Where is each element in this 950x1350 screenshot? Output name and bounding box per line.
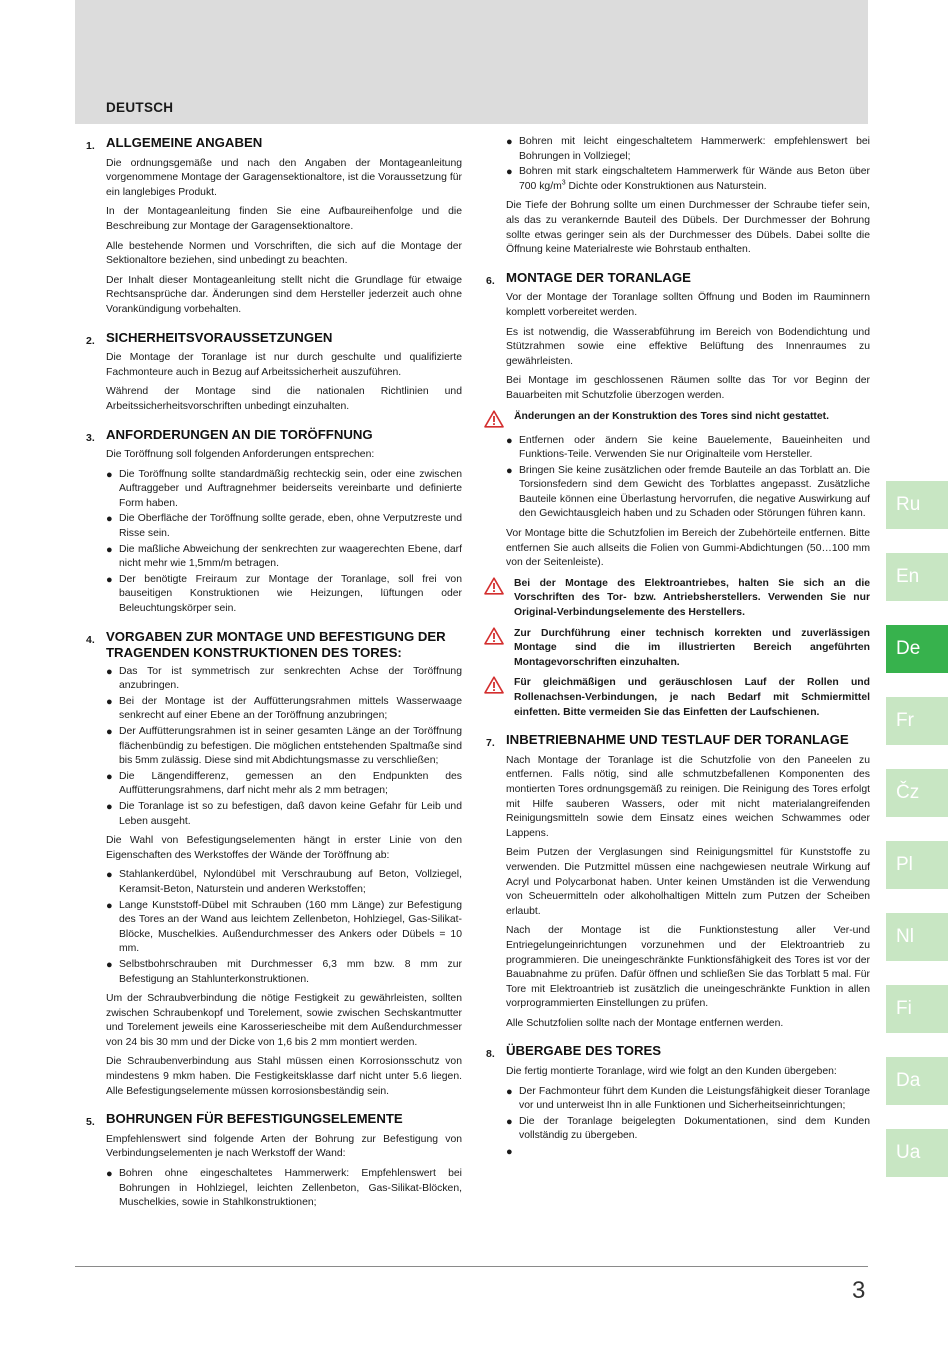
warning-note	[486, 676, 870, 720]
right-column	[486, 135, 870, 1172]
list-item: ● Bohren ohne eingeschaltetes Hammerwerk: Empfehlenswert bei Bohrungen in Hohlziegel, leichten Zellenbeton, Gas-Silikat-Blöcken, Muschelkies, sowie in Stahlkonstruktionen;	[106, 1168, 462, 1209]
bullet-list	[506, 135, 870, 194]
list-item: ● Bei der Montage ist der Auffütterungsrahmen mittels Wasserwaage senkrecht auf einer Ebene an der Toröffnung anzubringen;	[106, 695, 462, 722]
section-number: 5.	[86, 1116, 95, 1129]
paragraph: Während der Montage sind die nationalen Richtlinien und Arbeitssicherheitsvorschriften unbedingt einzuhalten.	[106, 386, 462, 412]
paragraph: Die ordnungsgemäße und nach den Angaben der Montageanleitung vorgenommene Montage der Garagensektionaltore, ist die Voraussetzung für ein langlebiges Produkt.	[106, 157, 462, 198]
section-number: 7.	[486, 737, 495, 750]
warning-text: Bei der Montage des Elektroantriebes, halten Sie sich an die Vorschriften des Tor- bzw. Antriebsherstellers. Verwenden Sie nur Original-Verbindungselemente des Herstellers.	[514, 577, 870, 619]
section-number: 6.	[486, 274, 495, 287]
paragraph: Die Toröffnung soll folgenden Anforderungen entsprechen:	[106, 449, 375, 461]
section-title: MONTAGE DER TORANLAGE	[506, 269, 691, 285]
list-item: ● Die der Toranlage beigelegten Dokumentationen, sind dem Kunden vollständig zu übergeben.	[506, 1115, 870, 1142]
tab-da[interactable]: Da	[886, 1057, 948, 1105]
paragraph: Beim Putzen der Verglasungen sind Reinigungsmittel für Kunststoffe zu verwenden. Die Putzmittel müssen eine nachgewiesen neutrale Wirkung auf Acryl und Polycarbonat haben. Unter keinen Umständen ist die Verwendung von Scheuermitteln oder alkoholhaltigen Mitteln zum Putzen der Scheiben erlaubt.	[506, 847, 870, 917]
language-tabs	[886, 481, 948, 1201]
bullet-icon: ●	[506, 1115, 513, 1128]
paragraph: Nach der Montage ist die Funktionstestung aller Ver-und Entriegelungeinrichtungen vorzunehmen und der Elektroantrieb zu programmieren. Die uneingeschränkte Funktionsfähigkeit des Tores ist vor der Bauabnahme zu prüfen. Dafür öffnen und schließen Sie das Torblatt 5 mal. Für Tore mit Elektroantrieb ist zusätzlich die uneingeschränkte Funktion in allen vorprogrammierten Einstellungen zu prüfen.	[506, 925, 870, 1010]
tab-ru[interactable]: Ru	[886, 481, 948, 529]
list-item: ● Die Toranlage ist so zu befestigen, daß davon keine Gefahr für Leib und Leben ausgeht.	[106, 800, 462, 827]
paragraph: Um der Schraubverbindung die nötige Festigkeit zu gewährleisten, sollten zwischen Schraubenkopf und Torelement, sowie zwischen Sechskantmutter und Torelement jeweils eine Karosseriescheibe mit dem Außendurchmesser von 24 bis 30 mm und der Dicke von 1,6 bis 2 mm montiert werden.	[106, 993, 462, 1048]
paragraph: Alle Schutzfolien sollte nach der Montage entfernen werden.	[506, 1017, 784, 1029]
paragraph: Bei Montage im geschlossenen Räumen sollte das Tor vor Beginn der Bauarbeiten mit Schutzfolie überzogen werden.	[506, 375, 870, 401]
section-number: 8.	[486, 1048, 495, 1061]
warning-note	[486, 627, 870, 671]
bullet-icon: ●	[506, 166, 513, 179]
paragraph: Empfehlenswert sind folgende Arten der Bohrung zur Befestigung von Verbindungselementen je nach Werkstoff der Wand:	[106, 1133, 462, 1160]
section-6	[486, 270, 870, 720]
bullet-list	[106, 468, 462, 617]
section-1	[86, 135, 462, 318]
paragraph: Nach Montage der Toranlage ist die Schutzfolie von den Paneelen zu entfernen. Falls nötig, sind alle schmutzbefallenen Komponenten des montierten Tores ordnungsgemäß zu reinigen. Die Reinigung des Tores erfolgt mit Hilfe sauberen Wassers, oder mit nicht materialangreifenden Reinigungsmitteln sowie dem Einsatz eines weichen Schwammes oder Lappens.	[506, 754, 870, 839]
paragraph: Der Inhalt dieser Montageanleitung stellt nicht die Grundlage für etwaige Rechtsansprüche dar. Änderungen sind dem Hersteller jederzeit auch ohne Vorankündigung vorbehalten.	[106, 274, 462, 315]
tab-fi[interactable]: Fi	[886, 985, 948, 1033]
bullet-icon: ●	[106, 958, 113, 971]
section-4	[86, 629, 462, 1100]
paragraph: Die fertig montierte Toranlage, wird wie folgt an den Kunden übergeben:	[506, 1066, 837, 1078]
section-title: ANFORDERUNGEN AN DIE TORÖFFNUNG	[106, 426, 373, 442]
page-number: 3	[852, 1277, 866, 1304]
section-7	[486, 732, 870, 1031]
bullet-icon: ●	[106, 695, 113, 708]
section-title: ALLGEMEINE ANGABEN	[106, 135, 263, 150]
section-5	[86, 1111, 462, 1211]
bullet-icon: ●	[106, 899, 113, 912]
paragraph: Vor der Montage der Toranlage sollten Öffnung und Boden im Rauminnern komplett vorbereitet werden.	[506, 292, 870, 318]
warning-text: Änderungen an der Konstruktion des Tores sind nicht gestattet.	[514, 410, 830, 422]
list-item: ● Der benötigte Freiraum zur Montage der Toranlage, soll frei von bauseitigen Konstruktionen wie Heizungen, lüftungen oder Beleuchtungskörper sein.	[106, 573, 462, 615]
bullet-icon: ●	[106, 800, 113, 813]
paragraph: Alle bestehende Normen und Vorschriften, die sich auf die Montage der Sektionaltore beziehen, sind unbedingt zu beachten.	[106, 240, 462, 267]
bullet-icon: ●	[106, 543, 113, 556]
bullet-icon: ●	[506, 1085, 513, 1098]
section-number: 4.	[86, 633, 95, 646]
section-number: 1.	[86, 140, 95, 152]
section-5-continued	[486, 135, 870, 258]
warning-icon	[484, 627, 504, 645]
bullet-list	[106, 1167, 462, 1211]
bullet-icon: ●	[506, 1146, 513, 1159]
list-item: ● Die Oberfläche der Toröffnung sollte gerade, eben, ohne Verputzreste und Risse sein.	[106, 513, 462, 540]
bullet-icon: ●	[106, 770, 113, 783]
section-title: VORGABEN ZUR MONTAGE UND BEFESTIGUNG DER TRAGENDEN KONSTRUKTIONEN DES TORES:	[106, 628, 446, 661]
bullet-icon: ●	[106, 468, 113, 481]
list-item: ● Selbstbohrschrauben mit Durchmesser 6,3 mm bzw. 8 mm zur Befestigung an Stahlunterkonstruktionen.	[106, 958, 462, 985]
header-band	[75, 0, 868, 124]
tab-cz[interactable]: Čz	[886, 769, 948, 817]
list-item	[506, 1145, 870, 1160]
paragraph: In der Montageanleitung finden Sie eine Aufbaureihenfolge und die Beschreibung zur Montage der Garagensektionaltore.	[106, 206, 462, 232]
bullet-icon: ●	[106, 726, 113, 738]
bullet-list	[506, 434, 870, 523]
paragraph: Die Montage der Toranlage ist nur durch geschulte und qualifizierte Fachmonteure auch in Bezug auf Arbeitssicherheit auszuführen.	[106, 352, 462, 378]
bullet-icon: ●	[506, 434, 513, 447]
section-title: BOHRUNGEN FÜR BEFESTIGUNGSELEMENTE	[106, 1111, 403, 1127]
warning-note	[486, 577, 870, 621]
section-8	[486, 1043, 870, 1159]
warning-icon	[484, 410, 504, 428]
list-item: ● Das Tor ist symmetrisch zur senkrechten Achse der Toröffnung anzubringen.	[106, 665, 462, 692]
tab-fr[interactable]: Fr	[886, 697, 948, 745]
tab-de[interactable]: De	[886, 625, 948, 673]
section-title: ÜBERGABE DES TORES	[506, 1043, 662, 1059]
bullet-icon: ●	[106, 665, 113, 678]
language-heading: DEUTSCH	[106, 100, 174, 115]
list-item: ● Stahlankerdübel, Nylondübel mit Verschraubung auf Beton, Vollziegel, Keramsit-Beton, Naturstein und anderen Werkstoffen;	[106, 869, 462, 895]
list-item: ● Die Längendifferenz, gemessen an den Endpunkten des Auffütterungsrahmens, darf nicht mehr als 2 mm betragen;	[106, 770, 462, 797]
section-title: SICHERHEITSVORAUSSETZUNGEN	[106, 329, 333, 345]
bullet-icon: ●	[106, 513, 113, 526]
left-column	[86, 135, 462, 1223]
warning-text: Für gleichmäßigen und geräuschlosen Lauf der Rollen und Rollenachsen-Verbindungen, je nach Bedarf mit Schmiermittel einfetten. Bitte vermeiden Sie das Einfetten der Laufschienen.	[514, 677, 870, 718]
tab-ua[interactable]: Ua	[886, 1129, 948, 1177]
bullet-icon: ●	[506, 136, 513, 148]
list-item: ● Die maßliche Abweichung der senkrechten zur waagerechten Ebene, darf nicht mehr wie 1,5mm/m betragen.	[106, 543, 462, 570]
paragraph: Die Schraubenverbindung aus Stahl müssen einen Korrosionsschutz von mindestens 9 mkm haben. Die Festigkeitsklasse darf nicht unter 5.6 liegen. Alle Befestigungselemente müssen korrosionsbeständig sein.	[106, 1056, 462, 1097]
paragraph: Vor Montage bitte die Schutzfolien im Bereich der Zubehörteile entfernen. Bitte entfernen Sie auch allseits die Folien von Gummi-Abdichtungen (50…100 mm von der Seitenleiste).	[506, 528, 870, 569]
section-title: INBETRIEBNAHME UND TESTLAUF DER TORANLAGE	[506, 732, 849, 748]
tab-en[interactable]: En	[886, 553, 948, 601]
bullet-list	[106, 868, 462, 987]
section-number: 3.	[86, 431, 95, 444]
bullet-icon: ●	[106, 1168, 113, 1181]
bullet-list	[506, 1085, 870, 1160]
list-item: ● Der Auffütterungsrahmen ist in seiner gesamten Länge an der Toröffnung flächenbündig zu befestigen. Die möglichen entstehenden Spaltmaße sind bis 5mm zulässig. Diese sind mit Abdichtungsmasse zu verschließen;	[106, 726, 462, 767]
warning-text: Zur Durchführung einer technisch korrekten und zuverlässigen Montage sind die im illustrierten Bereich angeführten Montagevorschriften einzuhalten.	[514, 627, 870, 668]
tab-nl[interactable]: Nl	[886, 913, 948, 961]
section-2	[86, 330, 462, 415]
bullet-icon: ●	[106, 869, 113, 882]
bullet-icon: ●	[106, 573, 113, 586]
paragraph: Die Tiefe der Bohrung sollte um einen Durchmesser der Schraube tiefer sein, als das zu verankernde Bauteil des Dübels. Der Durchmesser der Bohrung sollte etwas geringer sein als der Durchmesser des Dübels. Dabei sollte die Öffnung keine Materialreste wie Bohrstaub enthalten.	[506, 200, 870, 256]
section-3	[86, 427, 462, 617]
list-item: ● Der Fachmonteur führt dem Kunden die Leistungsfähigkeit dieser Toranlage vor und unterweist Ihn in alle Funktionen und Sicherheitseinrichtungen;	[506, 1085, 870, 1112]
warning-note	[486, 410, 870, 428]
list-item: ● Die Toröffnung sollte standardmäßig rechteckig sein, oder eine zwischen Auftraggeber und Auftragnehmer beiderseits vereinbarte und definierte Form haben.	[106, 468, 462, 509]
footer-divider	[75, 1266, 868, 1267]
bullet-icon: ●	[506, 464, 513, 477]
paragraph: Es ist notwendig, die Wasserabführung im Bereich von Bodendichtung und Stützrahmen sowie eine effektive Belüftung des Innenraumes zu gewährleisten.	[506, 326, 870, 367]
list-item: ● Entfernen oder ändern Sie keine Bauelemente, Baueinheiten und Funktions-Teile. Verwenden Sie nur Originalteile vom Hersteller.	[506, 434, 870, 461]
list-item: ● Lange Kunststoff-Dübel mit Schrauben (160 mm Länge) zur Befestigung des Tores an der Wand aus leichtem Zellenbeton, Hohlziegel, Gas-Silikat-Blöcke, Muschelkies. Außendurchmesser des Ankers oder Dübels = 10 mm.	[106, 899, 462, 955]
section-number: 2.	[86, 334, 95, 347]
list-item: ● Bohren mit leicht eingeschaltetem Hammerwerk: empfehlenswert bei Bohrungen in Vollziegel;	[506, 136, 870, 162]
bullet-list	[106, 665, 462, 830]
list-item: ● Bohren mit stark eingschaltetem Hammerwerk für Wände aus Beton über 700 $kg/m^3$ Dichte oder Konstruktionen aus Naturstein.	[506, 166, 870, 192]
paragraph: Die Wahl von Befestigungselementen hängt in erster Linie von den Eigenschaften des Werkstoffes der Wände der Toröffnung ab:	[106, 835, 462, 861]
warning-icon	[484, 676, 504, 694]
tab-pl[interactable]: Pl	[886, 841, 948, 889]
warning-icon	[484, 577, 504, 595]
list-item: ● Bringen Sie keine zusätzlichen oder fremde Bauteile an das Torblatt an. Die Torsionsfedern sind dem Gewicht des Torblattes angepasst. Zusätzliche Bauteile können eine Überlastung hervorrufen, die negative Auswirkung auf den Gewichtausgleich haben und zu Schaden oder Störungen führen kann.	[506, 464, 870, 520]
